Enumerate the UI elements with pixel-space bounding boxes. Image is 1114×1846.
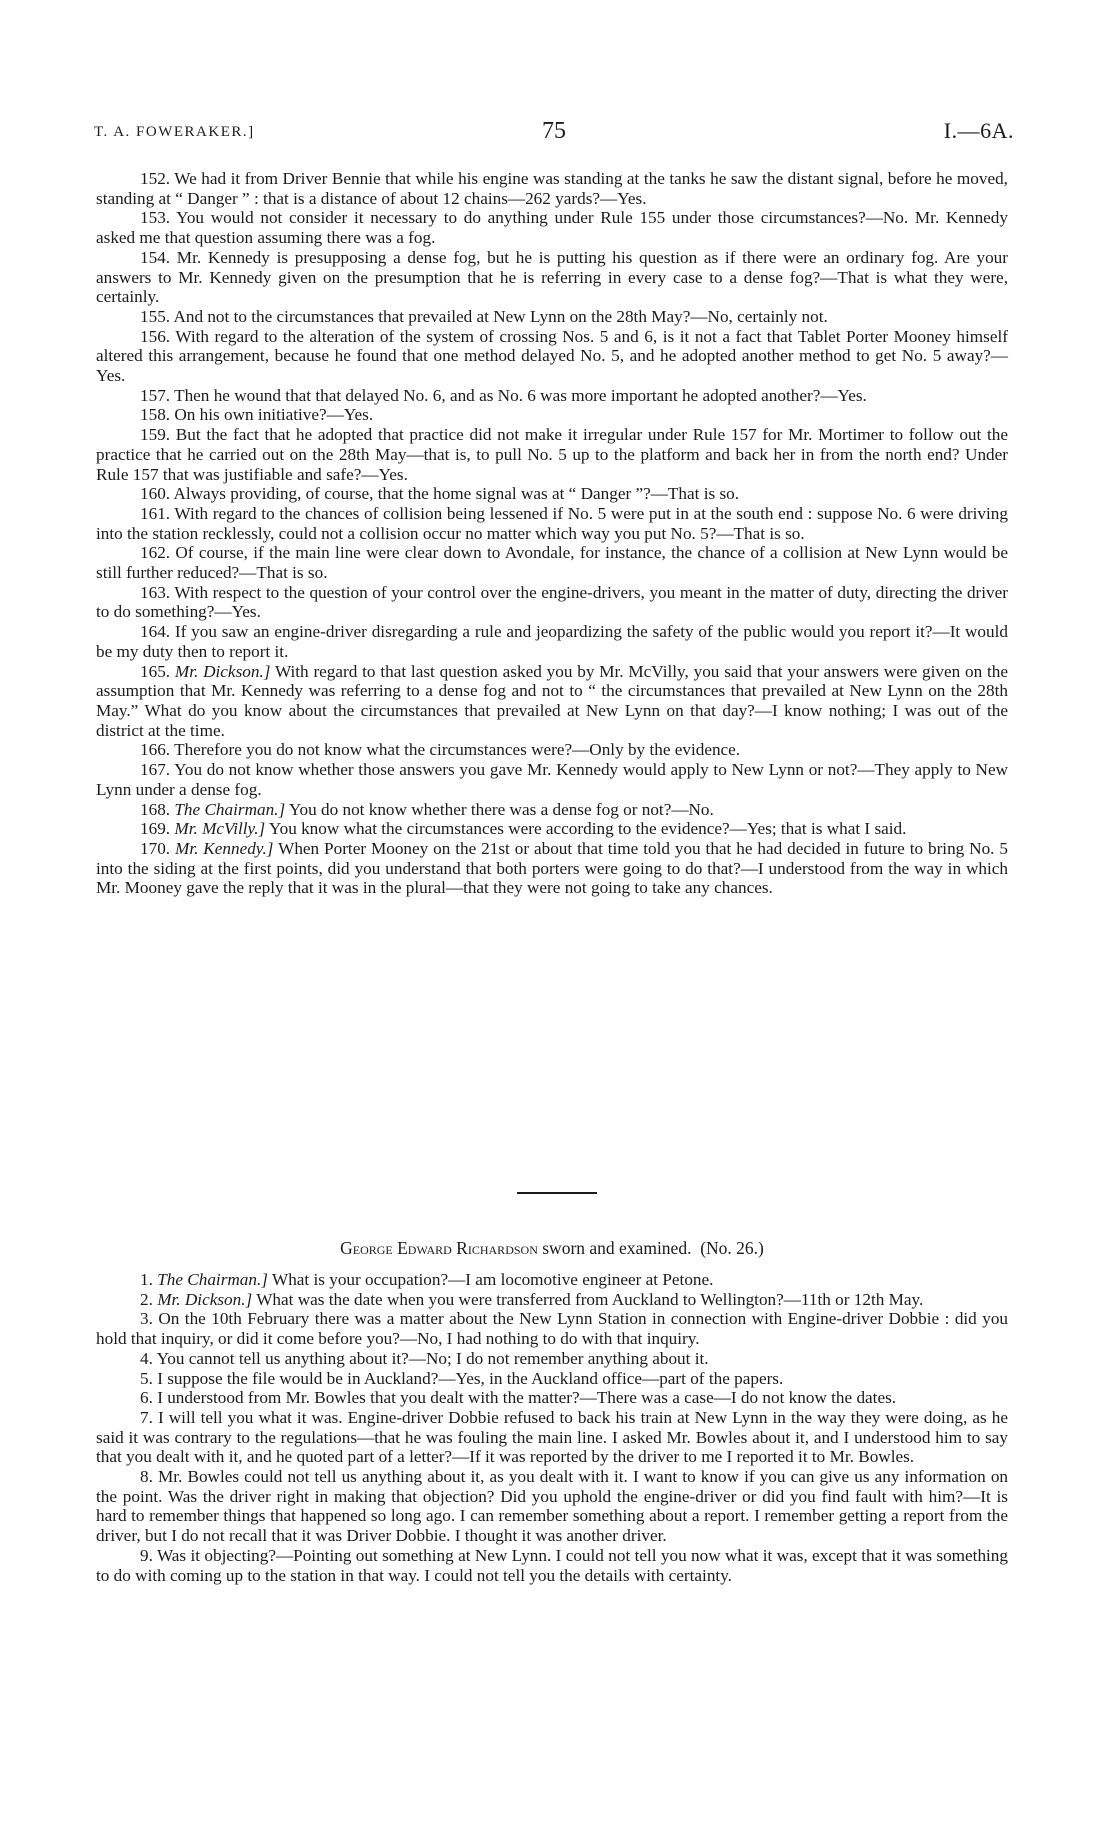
- question-paragraph: [96, 839, 1008, 898]
- question-text: Mr. Bowles could not tell us anything about it, as you dealt with it. I want to know if you can give us any information on the point. Was the driver right in making that objection? Did you uphold the engine-driver or did you find fault with him?—It is hard to remember things that happened so long ago. I can remember something about a report. I remember getting a report from the driver, but I do not recall that it was Driver Dobbie. I thought it was another driver.: [96, 1467, 1009, 1546]
- header-witness-name: T. A. FOWERAKER.]: [94, 124, 255, 140]
- question-text: Was it objecting?—Pointing out something at New Lynn. I could not tell you now what it was, except that it was something to do with coming up to the station in that way. I could not tell you the details with certainty.: [96, 1545, 1008, 1585]
- question-paragraph: [96, 740, 1008, 760]
- question-number: 155.: [140, 306, 171, 326]
- question-number: 8.: [140, 1467, 153, 1487]
- question-text: If you saw an engine-driver disregarding a rule and jeopardizing the safety of the public would you report it?—It would be my duty then to report it.: [96, 622, 1008, 661]
- question-text: With regard to the alteration of the system of crossing Nos. 5 and 6, is it not a fact that Tablet Porter Mooney himself altered this arrangement, because he found that one method delayed No. 5, and he adopted another method to get No. 5 away?—Yes.: [96, 326, 1008, 386]
- question-number: 165.: [140, 661, 171, 681]
- question-paragraph: [96, 425, 1008, 484]
- question-paragraph: [96, 208, 1008, 247]
- question-text: What is your occupation?—I am locomotive engineer at Petone.: [271, 1270, 714, 1289]
- question-text: With respect to the question of your control over the engine-drivers, you meant in the matter of duty, directing the driver to do something?—Yes.: [96, 582, 1009, 622]
- question-number: 153.: [140, 208, 171, 228]
- question-paragraph: [96, 504, 1008, 543]
- question-text: On his own initiative?—Yes.: [174, 405, 374, 425]
- question-number: 163.: [140, 582, 171, 602]
- question-number: 156.: [140, 326, 171, 346]
- question-paragraph: [96, 1408, 1008, 1467]
- question-text: You do not know whether there was a dense fog or not?—No.: [288, 799, 714, 819]
- question-paragraph: [96, 1388, 1008, 1408]
- question-number: 6.: [140, 1388, 153, 1408]
- question-text: I understood from Mr. Bowles that you dealt with the matter?—There was a case—I do not know the dates.: [157, 1388, 897, 1408]
- question-paragraph: [96, 1290, 1008, 1310]
- witness-number: (No. 26.): [700, 1238, 764, 1258]
- witness-name: George Edward Richardson: [340, 1238, 538, 1258]
- question-text: You cannot tell us anything about it?—No; I do not remember anything about it.: [156, 1348, 709, 1368]
- question-number: 168.: [140, 799, 171, 819]
- question-paragraph: [96, 1349, 1008, 1369]
- question-text: Then he wound that that delayed No. 6, and as No. 6 was more important he adopted another?—Yes.: [174, 385, 867, 405]
- question-number: 2.: [140, 1289, 153, 1309]
- question-text: On the 10th February there was a matter about the New Lynn Station in connection with Engine-driver Dobbie : did you hold that inquiry, or did it come before you?—No, I had nothing to do with that inquiry.: [96, 1309, 1009, 1349]
- question-number: 164.: [140, 622, 171, 642]
- question-number: 5.: [140, 1368, 153, 1388]
- examination-richardson: [96, 1270, 1008, 1585]
- question-number: 152.: [140, 169, 171, 188]
- question-number: 169.: [140, 819, 171, 839]
- question-paragraph: [96, 1546, 1008, 1585]
- question-number: 161.: [140, 503, 171, 523]
- question-paragraph: [96, 307, 1008, 327]
- question-paragraph: [96, 1270, 1008, 1290]
- question-text: Of course, if the main line were clear down to Avondale, for instance, the chance of a collision at New Lynn would be still further reduced?—That is so.: [96, 543, 1008, 583]
- question-number: 1.: [140, 1270, 153, 1289]
- question-number: 3.: [140, 1309, 153, 1329]
- question-number: 9.: [140, 1545, 153, 1565]
- question-paragraph: [96, 662, 1008, 741]
- question-paragraph: [96, 819, 1008, 839]
- question-text: You know what the circumstances were according to the evidence?—Yes; that is what I said.: [268, 819, 907, 839]
- question-text: Mr. Kennedy is presupposing a dense fog, but he is putting his question as if there were an ordinary fog. Are your answers to Mr. Kennedy given on the presumption that he is referring in every case to a dense fog?—That is what they were, certainly.: [96, 247, 1009, 307]
- speaker-label: Mr. Kennedy.]: [175, 838, 274, 858]
- page-header: [94, 118, 1014, 148]
- question-text: What was the date when you were transferred from Auckland to Wellington?—11th or 12th May.: [256, 1289, 924, 1309]
- speaker-label: The Chairman.]: [157, 1270, 268, 1289]
- examination-continued: [96, 169, 1008, 898]
- question-text: I suppose the file would be in Auckland?—Yes, in the Auckland office—part of the papers.: [157, 1368, 784, 1388]
- question-text: With regard to that last question asked you by Mr. McVilly, you said that your answers were given on the assumption that Mr. Kennedy was referring to a dense fog and not to “ the circumstances that prevailed at New Lynn on the 28th May.” What do you know about the circumstances that prevailed at New Lynn on that day?—I know nothing; I was out of the district at the time.: [96, 661, 1009, 740]
- question-number: 167.: [140, 760, 171, 780]
- question-paragraph: [96, 169, 1008, 208]
- question-text: With regard to the chances of collision being lessened if No. 5 were put in at the south end : suppose No. 6 were driving into the station recklessly, could not a collision occur no matter which way you put No. 5?—That is so.: [96, 503, 1008, 543]
- question-paragraph: [96, 622, 1008, 661]
- witness-heading: [96, 1238, 1008, 1258]
- question-paragraph: [96, 583, 1008, 622]
- question-paragraph: [96, 1369, 1008, 1389]
- question-number: 158.: [140, 405, 171, 425]
- question-text: You would not consider it necessary to do anything under Rule 155 under those circumstances?—No. Mr. Kennedy asked me that question assuming there was a fog.: [96, 208, 1008, 248]
- question-number: 157.: [140, 385, 171, 405]
- question-paragraph: [96, 760, 1008, 799]
- question-paragraph: [96, 1309, 1008, 1348]
- witness-sworn: sworn and examined.: [542, 1238, 692, 1258]
- speaker-label: Mr. Dickson.]: [174, 661, 271, 681]
- question-number: 154.: [140, 247, 171, 267]
- speaker-label: The Chairman.]: [174, 799, 286, 819]
- question-paragraph: [96, 1467, 1008, 1546]
- question-text: But the fact that he adopted that practice did not make it irregular under Rule 157 for Mr. Mortimer to follow out the practice that he carried out on the 28th May—that is, to pull No. 5 up to the platform and back her in from the north end? Under Rule 157 that was justifiable and safe?—Yes.: [96, 425, 1008, 484]
- question-number: 7.: [140, 1407, 153, 1427]
- question-paragraph: [96, 405, 1008, 425]
- question-text: We had it from Driver Bennie that while his engine was standing at the tanks he saw the distant signal, before he moved, standing at “ Danger ” : that is a distance of about 12 chains—262 yards?—Yes.: [96, 169, 1008, 208]
- question-text: And not to the circumstances that prevailed at New Lynn on the 28th May?—No, certainly not.: [173, 306, 828, 326]
- question-paragraph: [96, 248, 1008, 307]
- question-text: Always providing, of course, that the home signal was at “ Danger ”?—That is so.: [173, 484, 740, 504]
- question-paragraph: [96, 386, 1008, 406]
- page-number: 75: [542, 118, 566, 144]
- section-divider: [517, 1192, 597, 1194]
- question-text: Therefore you do not know what the circumstances were?—Only by the evidence.: [174, 740, 741, 760]
- question-text: When Porter Mooney on the 21st or about that time told you that he had decided in future to bring No. 5 into the siding at the first points, did you understand that both porters were going to do that?—I understood from the way in which Mr. Mooney gave the reply that it was in the plural—that they were not going to take any chances.: [96, 838, 1008, 898]
- question-text: You do not know whether those answers you gave Mr. Kennedy would apply to New Lynn or not?—They apply to New Lynn under a dense fog.: [96, 760, 1008, 799]
- speaker-label: Mr. Dickson.]: [157, 1289, 253, 1309]
- question-number: 162.: [140, 543, 171, 563]
- question-number: 159.: [140, 425, 171, 445]
- question-paragraph: [96, 327, 1008, 386]
- question-paragraph: [96, 484, 1008, 504]
- question-number: 170.: [140, 838, 171, 858]
- question-number: 160.: [140, 484, 171, 504]
- question-paragraph: [96, 800, 1008, 820]
- question-number: 4.: [140, 1348, 153, 1368]
- question-paragraph: [96, 543, 1008, 582]
- question-text: I will tell you what it was. Engine-driver Dobbie refused to back his train at New Lynn in the way they were doing, as he said it was contrary to the regulations—that he was fouling the main line. I asked Mr. Bowles about it, and I understood him to say that you dealt with it, and he quoted part of a letter?—If it was reported by the driver to me I reported it to Mr. Bowles.: [96, 1407, 1009, 1467]
- speaker-label: Mr. McVilly.]: [174, 819, 266, 839]
- question-number: 166.: [140, 740, 171, 760]
- document-reference: I.—6A.: [943, 118, 1014, 143]
